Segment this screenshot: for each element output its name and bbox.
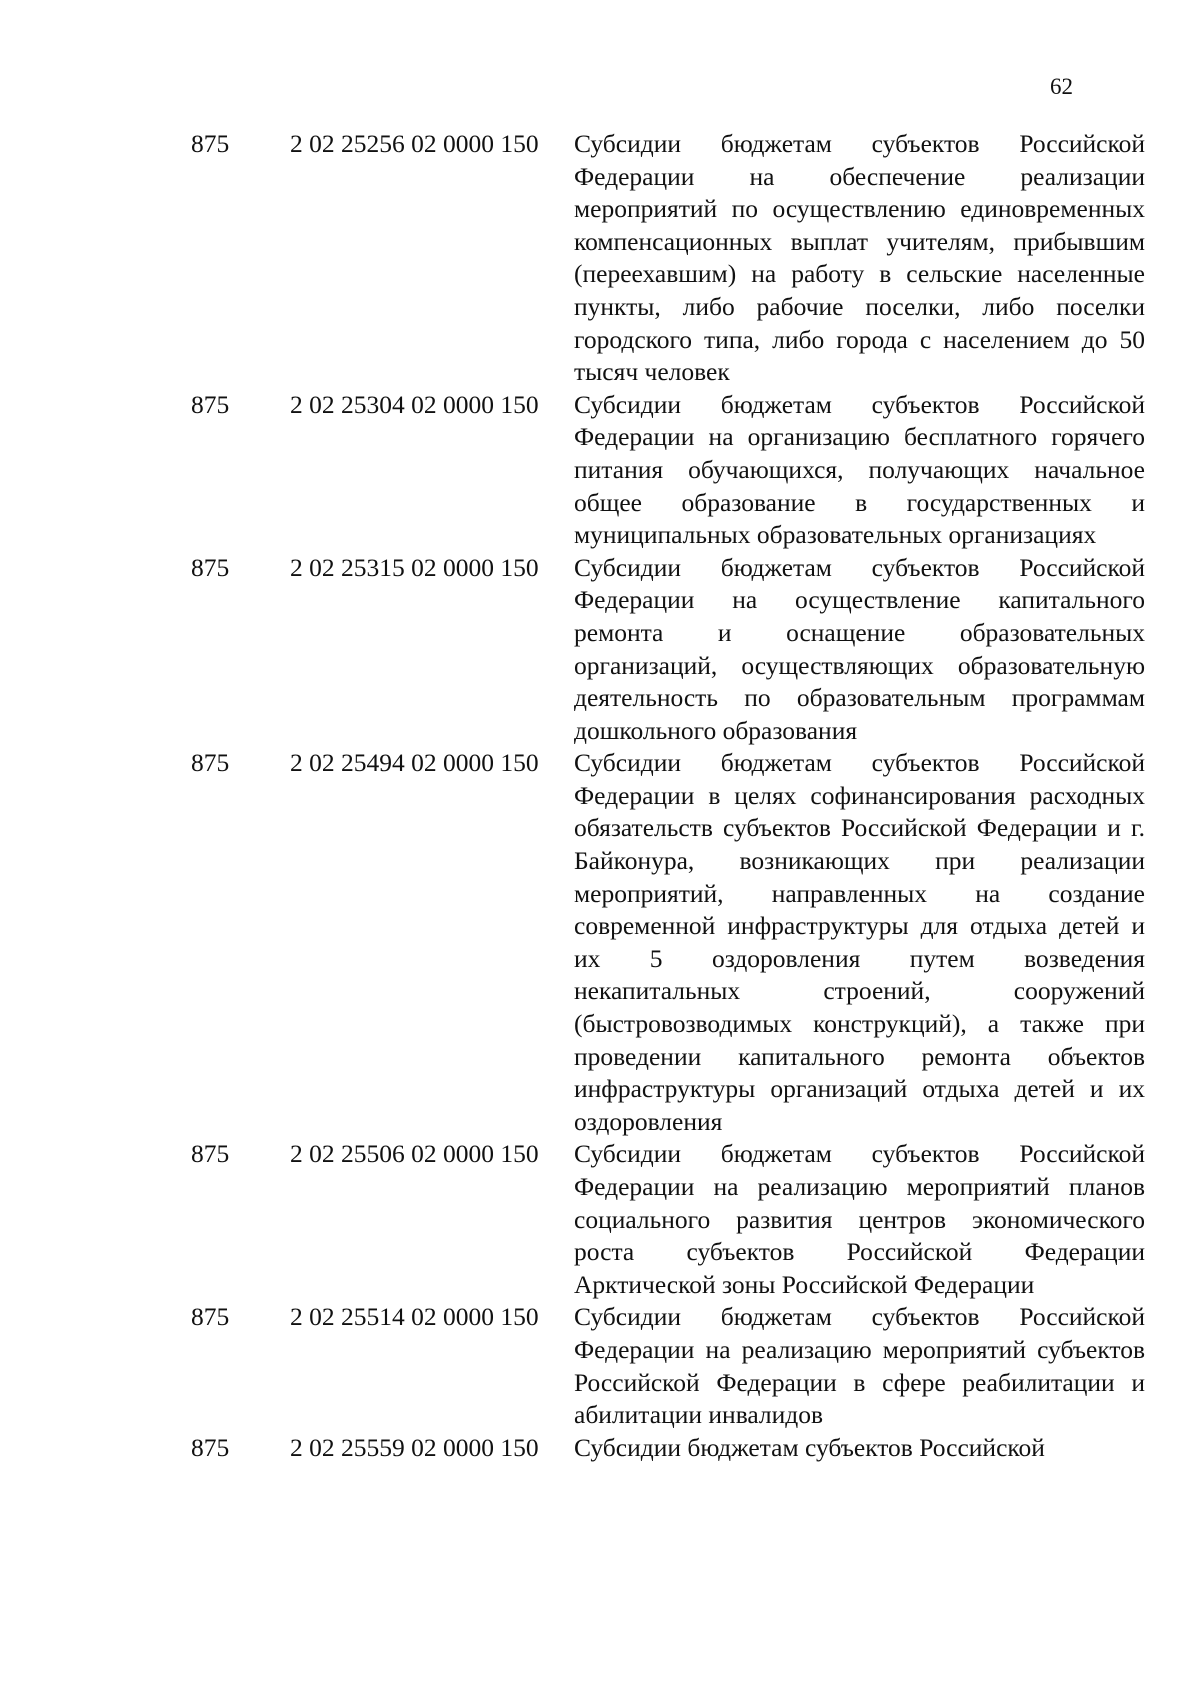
budget-codes-table	[191, 128, 1151, 1464]
revenue-description: Субсидии бюджетам субъектов Российской Федерации на реализацию мероприятий субъектов Российской Федерации в сфере реабилитации и абилитации инвалидов	[574, 1302, 1145, 1430]
revenue-description: Субсидии бюджетам субъектов Российской Федерации на организацию бесплатного горячего питания обучающихся, получающих начальное общее образование в государственных и муниципальных образовательных организациях	[574, 389, 1145, 550]
budget-classification-code: 2 02 25494 02 0000 150	[290, 748, 539, 778]
administrator-code: 875	[191, 1302, 230, 1332]
table-row	[191, 552, 1151, 748]
table-row	[191, 128, 1151, 389]
revenue-description: Субсидии бюджетам субъектов Российской Федерации на осуществление капитального ремонта и оснащение образовательных организаций, осуществляющих образовательную деятельность по образовательным программам дошкольного образования	[574, 552, 1145, 745]
budget-classification-code: 2 02 25559 02 0000 150	[290, 1432, 539, 1462]
revenue-description: Субсидии бюджетам субъектов Российской Федерации в целях софинансирования расходных обязательств субъектов Российской Федерации и г. Байконура, возникающих при реализации мероприятий, направленных на создание современной инфраструктуры для отдыха детей и их 5 оздоровления путем возведения некапитальных строений, сооружений (быстровозводимых конструкций), а также при проведении капитального ремонта объектов инфраструктуры организаций отдыха детей и их оздоровления	[574, 748, 1145, 1136]
revenue-description: Субсидии бюджетам субъектов Российской Федерации на реализацию мероприятий планов социального развития центров экономического роста субъектов Российской Федерации Арктической зоны Российской Федерации	[574, 1139, 1145, 1299]
table-row	[191, 1301, 1151, 1431]
budget-classification-code: 2 02 25256 02 0000 150	[290, 129, 539, 158]
table-row	[191, 1432, 1151, 1465]
table-row	[191, 1138, 1151, 1301]
budget-classification-code: 2 02 25506 02 0000 150	[290, 1139, 539, 1169]
revenue-description: Субсидии бюджетам субъектов Российской Федерации на обеспечение реализации мероприятий по осуществлению единовременных компенсационных выплат учителям, прибывшим (переехавшим) на работу в сельские населенные пункты, либо рабочие поселки, либо поселки городского типа, либо города с населением до 50 тысяч человек	[574, 129, 1145, 387]
budget-classification-code: 2 02 25514 02 0000 150	[290, 1302, 539, 1332]
administrator-code: 875	[191, 1139, 230, 1169]
revenue-description: Субсидии бюджетам субъектов Российской	[574, 1432, 1045, 1462]
table-row	[191, 747, 1151, 1138]
budget-classification-code: 2 02 25315 02 0000 150	[290, 552, 539, 582]
page-number: 62	[1050, 74, 1073, 99]
budget-classification-code: 2 02 25304 02 0000 150	[290, 389, 539, 419]
table-row	[191, 389, 1151, 552]
administrator-code: 875	[191, 748, 230, 778]
administrator-code: 875	[191, 389, 230, 419]
administrator-code: 875	[191, 129, 230, 158]
administrator-code: 875	[191, 552, 230, 582]
administrator-code: 875	[191, 1432, 230, 1462]
